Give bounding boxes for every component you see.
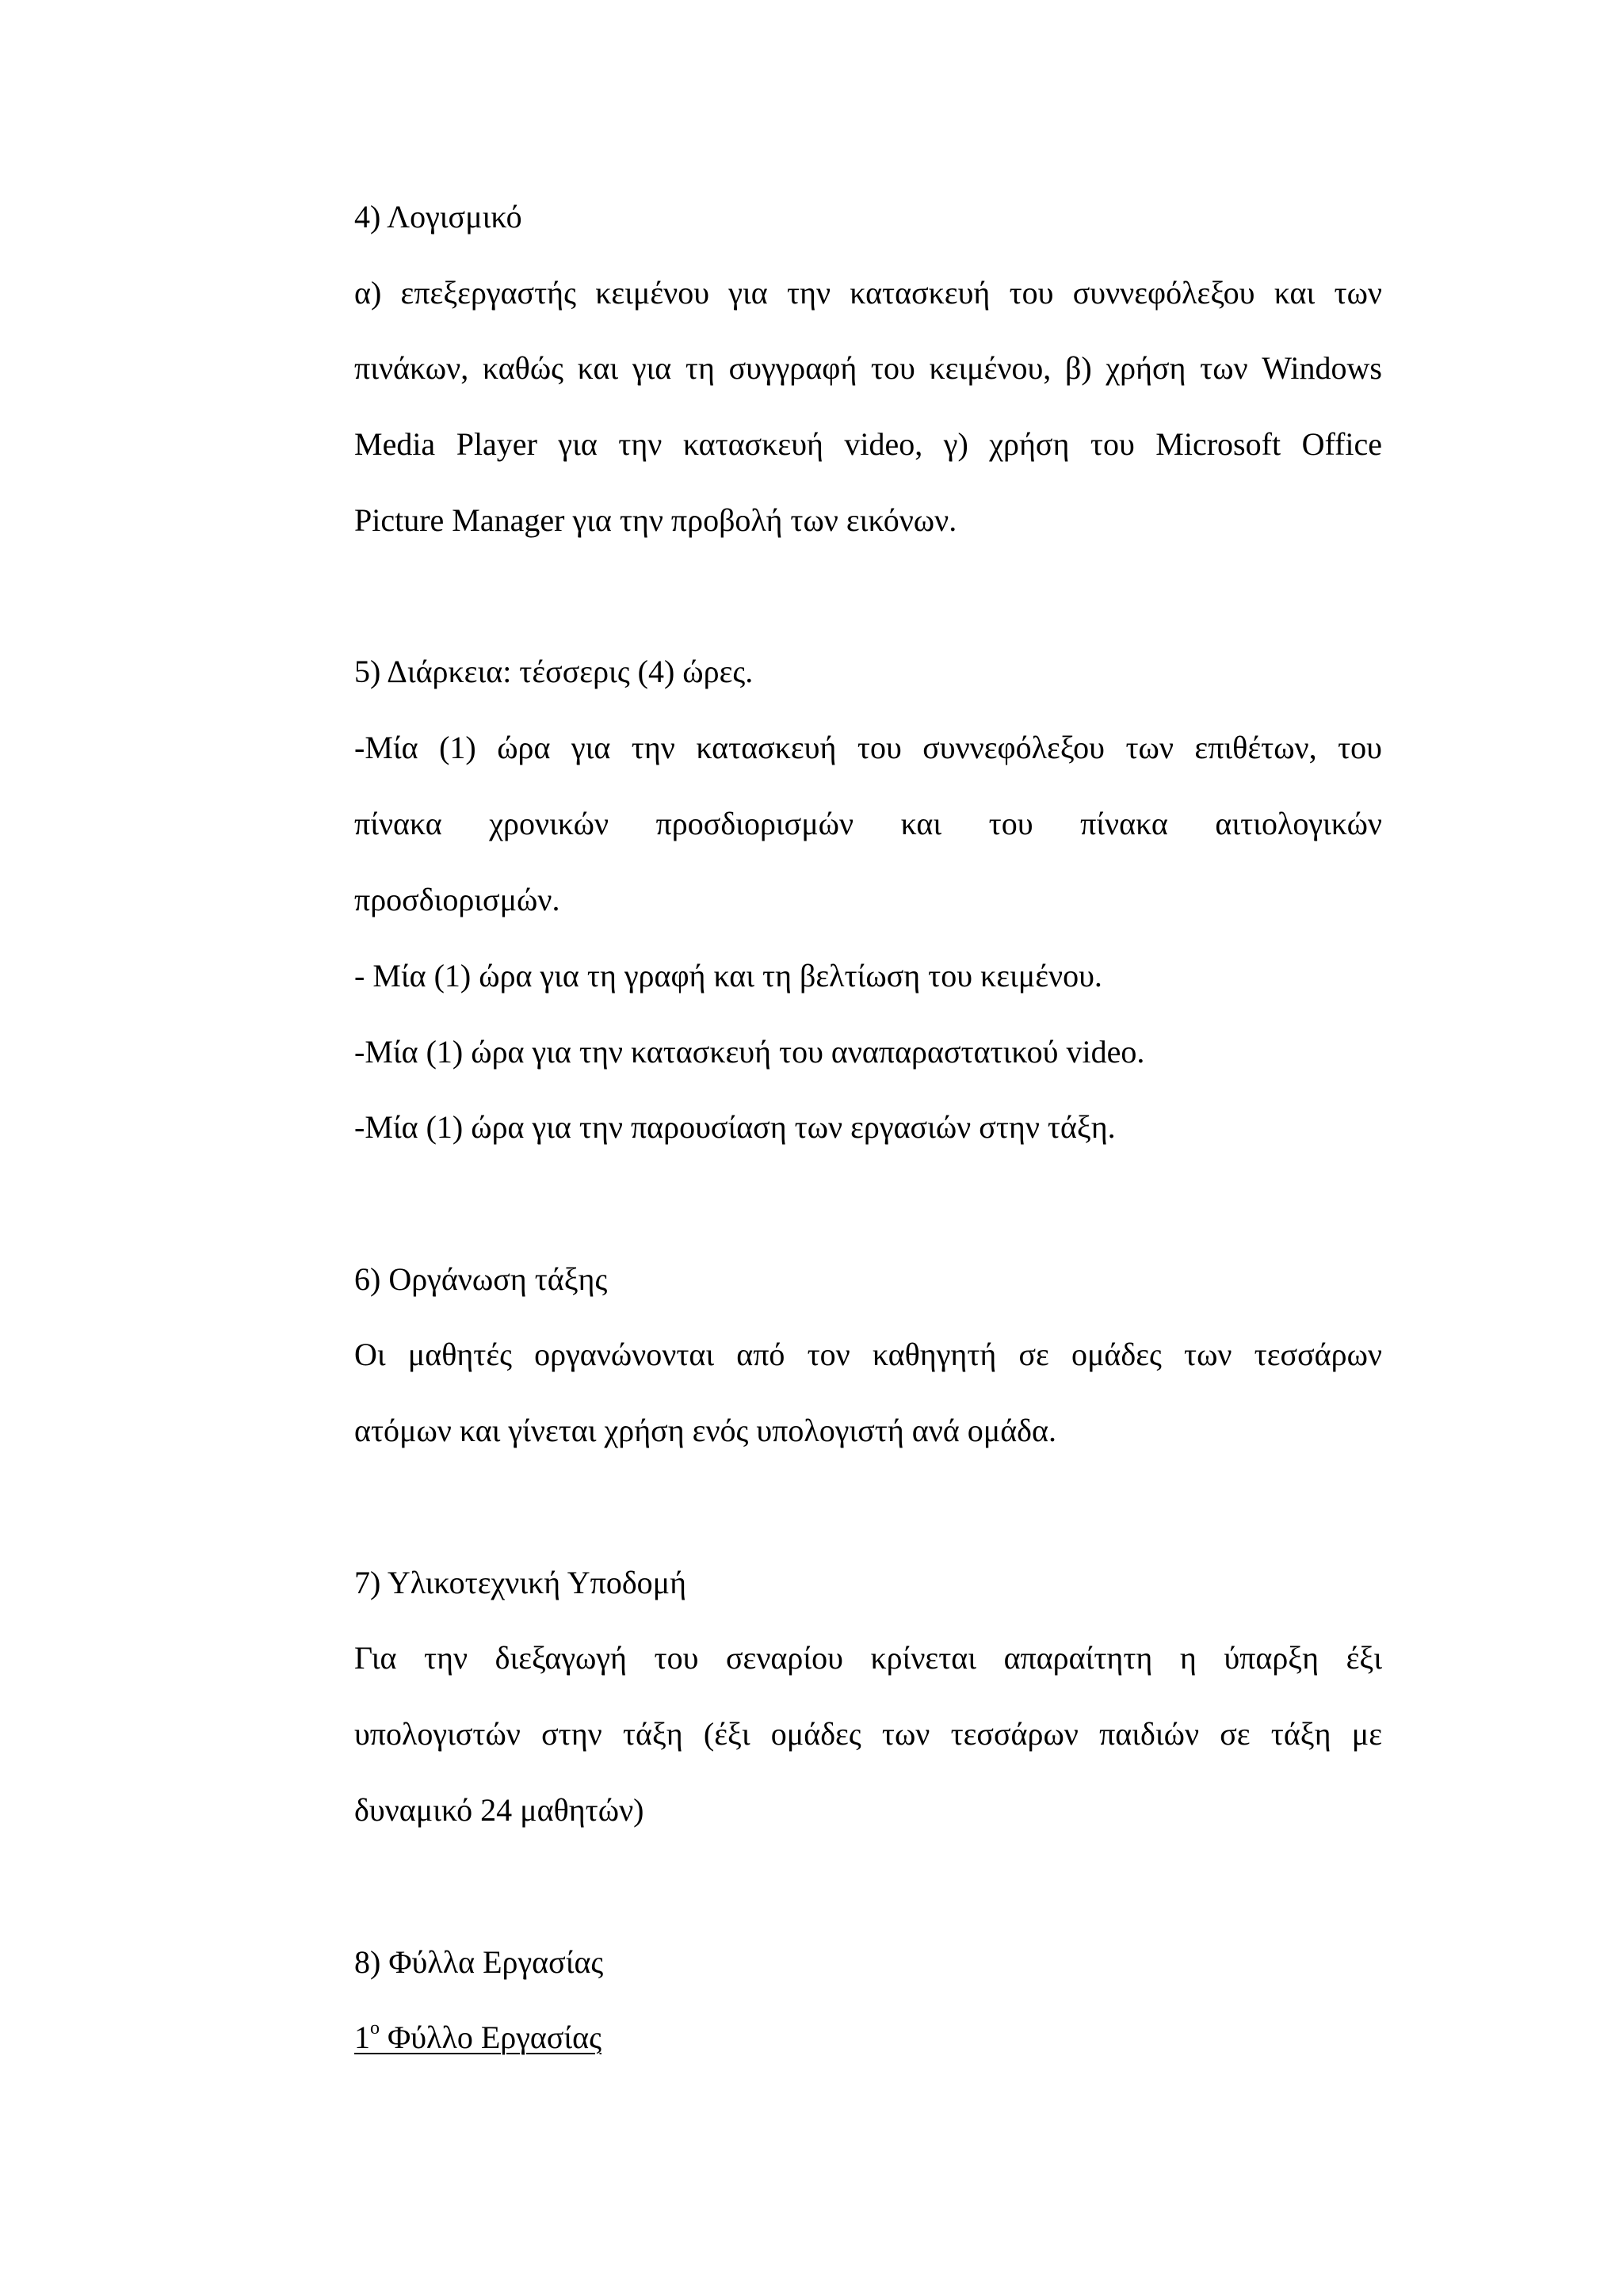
section-4-line-4: Picture Manager για την προβολή των εικόνων. (354, 502, 957, 538)
section-7-heading: 7) Υλικοτεχνική Υποδομή (354, 1565, 687, 1600)
section-6-line-2: ατόμων και γίνεται χρήση ενός υπολογιστή ανά ομάδα. (354, 1413, 1056, 1448)
section-5-line-5: -Μία (1) ώρα για την κατασκευή του αναπαραστατικού video. (354, 1034, 1145, 1070)
worksheet-1-title (354, 2019, 601, 2057)
section-5-line-6: -Μία (1) ώρα για την παρουσίαση των εργασιών στην τάξη. (354, 1109, 1116, 1145)
section-4-heading: 4) Λογισμικό (354, 199, 522, 235)
section-4-line-3: Media Player για την κατασκευή video, γ) χρήση του Microsoft Office (354, 426, 1382, 462)
section-5-line-2: πίνακα χρονικών προσδιορισμών και του πίνακα αιτιολογικών (354, 806, 1382, 841)
section-6-line-1: Οι μαθητές οργανώνονται από τον καθηγητή σε ομάδες των τεσσάρων (354, 1337, 1382, 1372)
section-5-line-1: -Μία (1) ώρα για την κατασκευή του συννεφόλεξου των επιθέτων, του (354, 730, 1382, 765)
worksheet-ordinal-superscript: ο (370, 2017, 380, 2039)
worksheet-title-text: Φύλλο Εργασίας (380, 2019, 601, 2055)
section-8-heading: 8) Φύλλα Εργασίας (354, 1944, 604, 1980)
worksheet-number: 1 (354, 2019, 370, 2055)
section-7-line-2: υπολογιστών στην τάξη (έξι ομάδες των τεσσάρων παιδιών σε τάξη με (354, 1716, 1382, 1752)
section-7-line-3: δυναμικό 24 μαθητών) (354, 1792, 644, 1828)
section-5-line-3: προσδιορισμών. (354, 882, 560, 917)
section-4-line-1: α) επεξεργαστής κειμένου για την κατασκευή του συννεφόλεξου και των (354, 275, 1382, 311)
section-5-heading: 5) Διάρκεια: τέσσερις (4) ώρες. (354, 654, 754, 689)
section-4-line-2: πινάκων, καθώς και για τη συγγραφή του κειμένου, β) χρήση των Windows (354, 350, 1382, 386)
section-5-line-4: - Μία (1) ώρα για τη γραφή και τη βελτίωση του κειμένου. (354, 958, 1102, 994)
section-6-heading: 6) Οργάνωση τάξης (354, 1261, 608, 1297)
section-7-line-1: Για την διεξαγωγή του σεναρίου κρίνεται απαραίτητη η ύπαρξη έξι (354, 1640, 1382, 1676)
